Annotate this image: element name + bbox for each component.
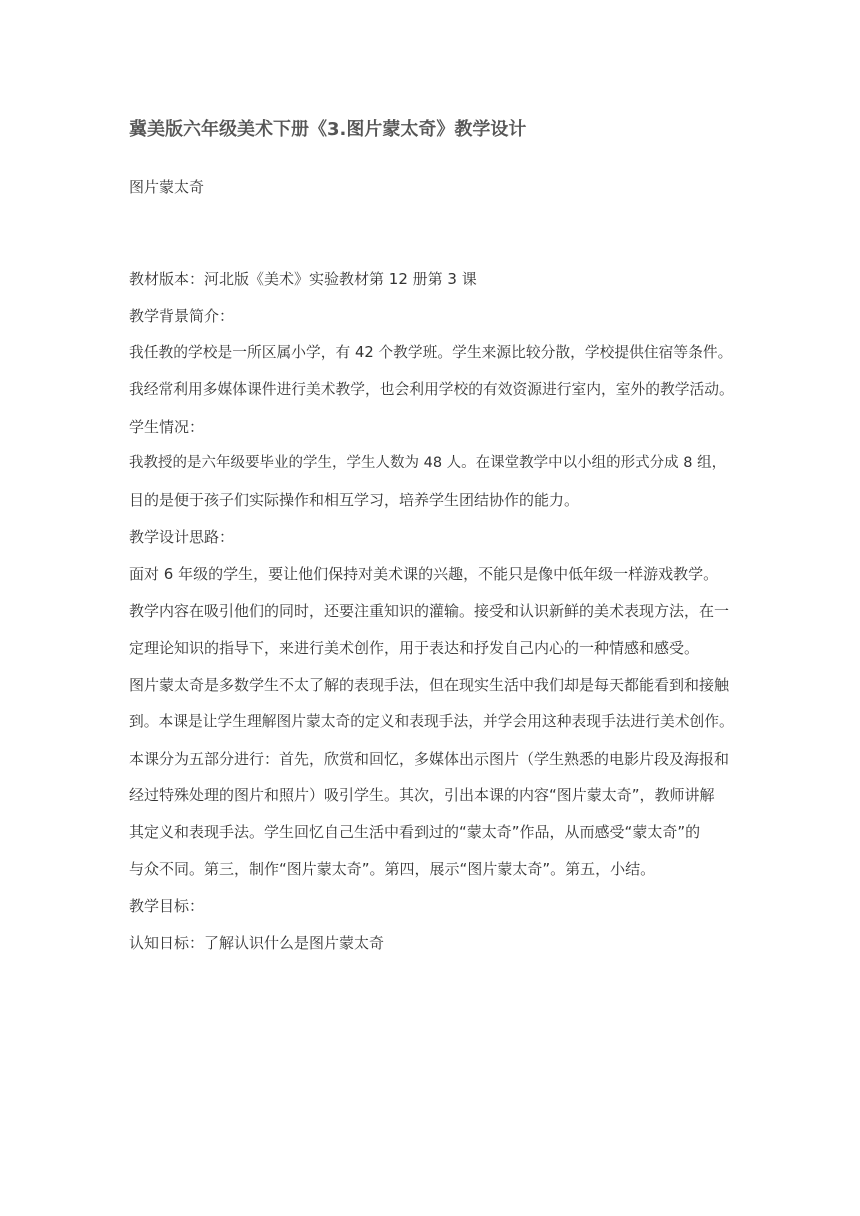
body-line: 定理论知识的指导下，来进行美术创作，用于表达和抒发自己内心的一种情感和感受。 xyxy=(129,638,700,657)
body-line: 教学内容在吸引他们的同时，还要注重知识的灌输。接受和认识新鲜的美术表现方法，在一 xyxy=(129,602,730,621)
body-line: 教学背景简介： xyxy=(129,306,235,325)
document-subtitle: 图片蒙太奇 xyxy=(129,178,205,196)
body-line: 我教授的是六年级要毕业的学生，学生人数为 48 人。在课堂教学中以小组的形式分成 8 组， xyxy=(129,455,727,472)
body-line: 目的是便于孩子们实际操作和相互学习，培养学生团结协作的能力。 xyxy=(129,491,580,510)
body-line: 教材版本：河北版《美术》实验教材第 12 册第 3 课 xyxy=(129,270,477,288)
body-line: 我经常利用多媒体课件进行美术教学，也会利用学校的有效资源进行室内，室外的教学活动。 xyxy=(129,380,734,398)
document-title: 冀美版六年级美术下册《3.图片蒙太奇》教学设计 xyxy=(129,119,527,140)
body-line: 到。本课是让学生理解图片蒙太奇的定义和表现手法，并学会用这种表现手法进行美术创作。 xyxy=(129,712,734,730)
body-line: 教学设计思路： xyxy=(129,528,235,547)
body-line: 认知日标：了解认识什么是图片蒙太奇 xyxy=(129,934,385,953)
body-line: 我任教的学校是一所区属小学，有 42 个教学班。学生来源比较分散，学校提供住宿等条件。 xyxy=(129,343,733,361)
body-line: 其定义和表现手法。学生回忆自己生活中看到过的“蒙太奇”作品，从而感受“蒙太奇”的 xyxy=(129,823,701,842)
body-line: 本课分为五部分进行：首先，欣赏和回忆，多媒体出示图片（学生熟悉的电影片段及海报和 xyxy=(129,749,730,768)
body-line: 学生情况： xyxy=(129,417,205,436)
body-line: 经过特殊处理的图片和照片）吸引学生。其次，引出本课的内容“图片蒙太奇”，教师讲解 xyxy=(129,786,715,805)
body-line: 教学目标： xyxy=(129,897,205,916)
document-body xyxy=(129,265,734,966)
body-line: 与众不同。第三，制作“图片蒙太奇”。第四，展示“图片蒙太奇”。第五，小结。 xyxy=(129,860,656,879)
body-line: 面对 6 年级的学生，要让他们保持对美术课的兴趣，不能只是像中低年级一样游戏教学。 xyxy=(129,565,719,584)
body-line: 图片蒙太奇是多数学生不太了解的表现手法，但在现实生活中我们却是每天都能看到和接触 xyxy=(129,675,730,694)
